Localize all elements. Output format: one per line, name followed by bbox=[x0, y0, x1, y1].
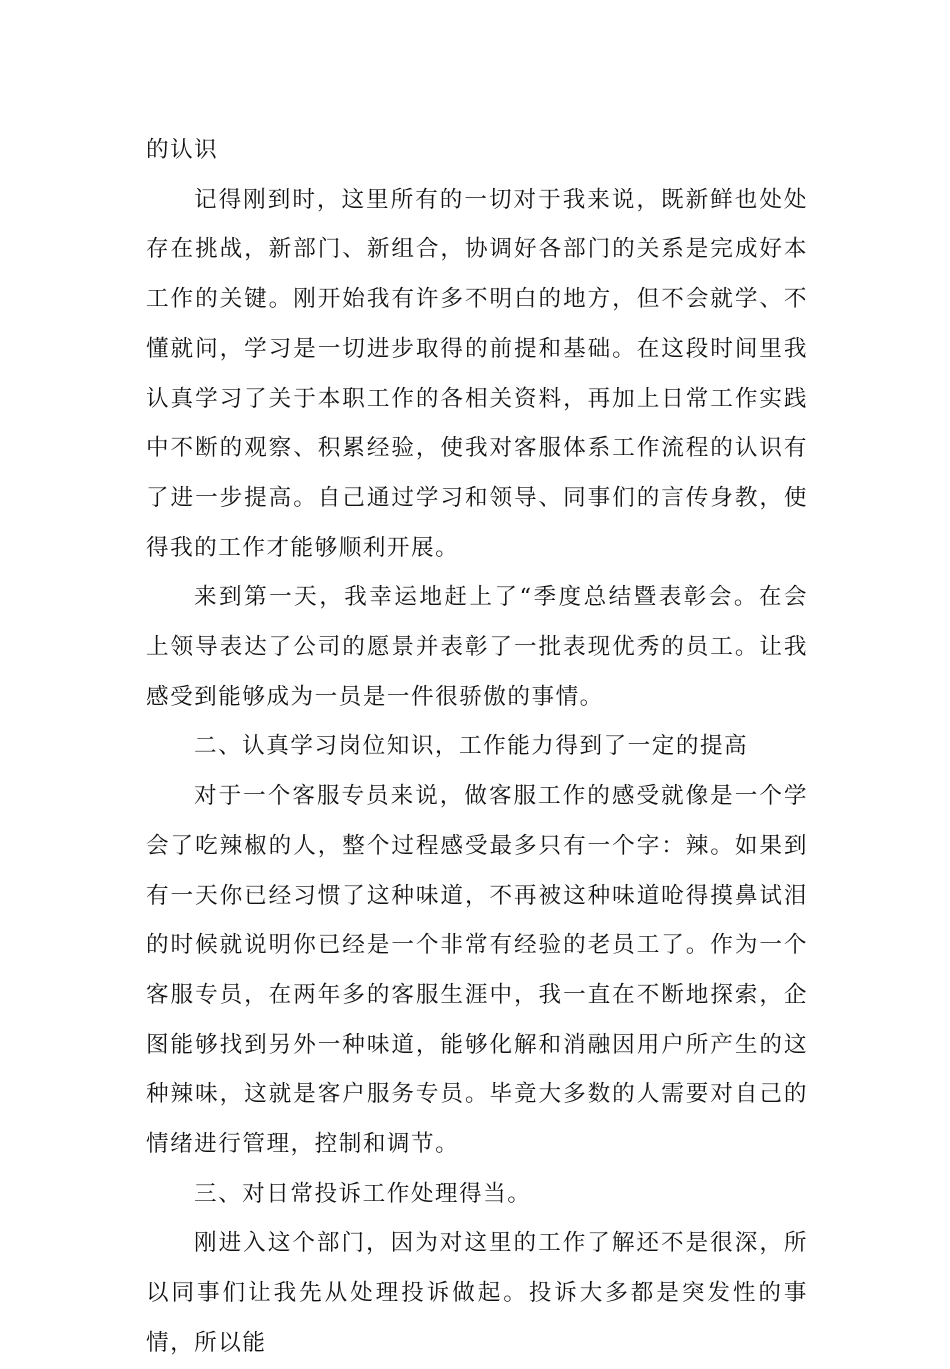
paragraph-complaints: 刚进入这个部门，因为对这里的工作了解还不是很深，所以同事们让我先从处理投诉做起。投诉大多都是突发性的事情，所以能 bbox=[146, 1230, 808, 1356]
paragraph-continuation: 的认识 bbox=[146, 137, 219, 163]
paragraph-first-impressions: 记得刚到时，这里所有的一切对于我来说，既新鲜也处处存在挑战，新部门、新组合，协调好各部门的关系是完成好本工作的关键。刚开始我有许多不明白的地方，但不会就学、不懂就问，学习是一切进步取得的前提和基础。在这段时间里我认真学习了关于本职工作的各相关资料，再加上日常工作实践中不断的观察、积累经验，使我对客服体系工作流程的认识有了进一步提高。自己通过学习和领导、同事们的言传身教，使得我的工作才能够顺利开展。 bbox=[146, 186, 808, 561]
section-heading-three: 三、对日常投诉工作处理得当。 bbox=[194, 1180, 532, 1207]
paragraph-customer-service: 对于一个客服专员来说，做客服工作的感受就像是一个学会了吃辣椒的人，整个过程感受最多只有一个字：辣。如果到有一天你已经习惯了这种味道，不再被这种味道呛得摸鼻试泪的时候就说明你已经是一个非常有经验的老员工了。作为一个客服专员，在两年多的客服生涯中，我一直在不断地探索，企图能够找到另外一种味道，能够化解和消融因用户所产生的这种辣味，这就是客户服务专员。毕竟大多数的人需要对自己的情绪进行管理，控制和调节。 bbox=[146, 783, 808, 1158]
section-heading-two: 二、认真学习岗位知识，工作能力得到了一定的提高 bbox=[194, 733, 749, 760]
document-body bbox=[146, 126, 808, 1369]
paragraph-first-day: 来到第一天，我幸运地赶上了“季度总结暨表彰会。在会上领导表达了公司的愿景并表彰了一批表现优秀的员工。让我感受到能够成为一员是一件很骄傲的事情。 bbox=[146, 584, 808, 710]
